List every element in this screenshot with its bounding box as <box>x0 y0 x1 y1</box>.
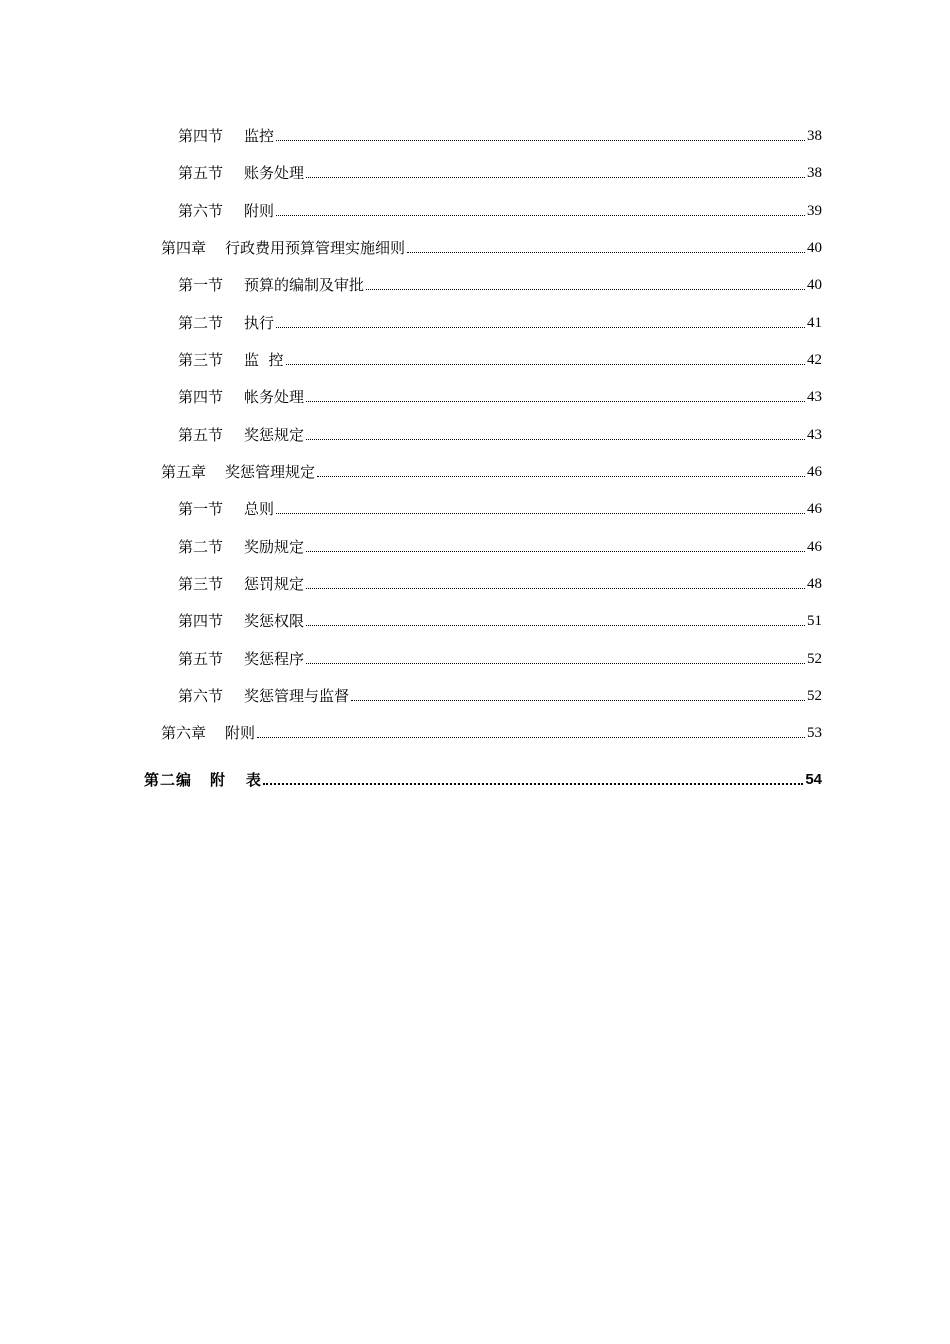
toc-entry-page: 40 <box>807 277 822 293</box>
toc-entry-title: 监控 <box>244 127 275 145</box>
toc-leader-dots <box>276 215 805 216</box>
toc-leader-dots <box>276 513 805 514</box>
toc-entry-number: 第三节 <box>178 575 224 593</box>
toc-entry-section[interactable] <box>178 607 822 631</box>
toc-entry-page: 48 <box>807 576 822 592</box>
toc-entry-title: 奖惩程序 <box>244 650 305 668</box>
toc-entry-title: 账务处理 <box>244 164 305 182</box>
toc-entry-page: 54 <box>805 771 822 788</box>
toc-entry-title: 惩罚规定 <box>244 575 305 593</box>
toc-entry-page: 40 <box>807 240 822 256</box>
toc-entry-title: 帐务处理 <box>244 388 305 406</box>
toc-entry-number: 第一节 <box>178 276 224 294</box>
toc-entry-title: 奖励规定 <box>244 538 305 556</box>
toc-entry-title: 奖惩规定 <box>244 426 305 444</box>
toc-entry-page: 46 <box>807 501 822 517</box>
toc-entry-page: 52 <box>807 651 822 667</box>
toc-entry-section[interactable] <box>178 122 822 146</box>
toc-entry-number: 第二节 <box>178 314 224 332</box>
toc-entry-section[interactable] <box>178 309 822 333</box>
toc-leader-dots <box>306 439 805 440</box>
toc-leader-dots <box>263 783 803 785</box>
toc-entry-title: 奖惩管理规定 <box>225 463 316 481</box>
toc-entry-number: 第五节 <box>178 426 224 444</box>
toc-entry-page: 46 <box>807 464 822 480</box>
toc-entry-page: 42 <box>807 352 822 368</box>
toc-leader-dots <box>366 289 805 290</box>
toc-entry-number: 第四章 <box>161 239 207 257</box>
toc-entry-number: 第六节 <box>178 202 224 220</box>
toc-leader-dots <box>306 588 805 589</box>
toc-entry-title: 奖惩管理与监督 <box>244 687 350 705</box>
toc-entry-title: 预算的编制及审批 <box>244 276 365 294</box>
toc-entry-page: 38 <box>807 128 822 144</box>
toc-entry-number: 第四节 <box>178 612 224 630</box>
toc-entry-chapter[interactable] <box>161 719 822 743</box>
toc-entry-section[interactable] <box>178 682 822 706</box>
toc-leader-dots <box>286 364 805 365</box>
toc-leader-dots <box>306 551 805 552</box>
toc-leader-dots <box>306 625 805 626</box>
toc-entry-title: 附则 <box>225 724 256 742</box>
toc-entry-page: 53 <box>807 725 822 741</box>
toc-entry-page: 41 <box>807 315 822 331</box>
toc-leader-dots <box>351 700 805 701</box>
toc-leader-dots <box>276 327 805 328</box>
toc-entry-chapter[interactable] <box>161 458 822 482</box>
toc-entry-section[interactable] <box>178 645 822 669</box>
toc-entry-number: 第三节 <box>178 351 224 369</box>
toc-entry-page: 39 <box>807 203 822 219</box>
toc-entry-page: 43 <box>807 389 822 405</box>
toc-entry-number: 第二编 <box>144 771 193 789</box>
toc-entry-part[interactable] <box>144 766 822 790</box>
toc-entry-page: 51 <box>807 613 822 629</box>
toc-entry-number: 第五章 <box>161 463 207 481</box>
toc-entry-title: 监 控 <box>244 351 284 369</box>
toc-entry-section[interactable] <box>178 271 822 295</box>
toc-entry-page: 38 <box>807 165 822 181</box>
toc-leader-dots <box>407 252 805 253</box>
toc-leader-dots <box>306 663 805 664</box>
toc-entry-section[interactable] <box>178 159 822 183</box>
toc-leader-dots <box>276 140 805 141</box>
toc-entry-number: 第四节 <box>178 388 224 406</box>
toc-entry-page: 52 <box>807 688 822 704</box>
toc-entry-section[interactable] <box>178 533 822 557</box>
toc-leader-dots <box>306 401 805 402</box>
toc-entry-section[interactable] <box>178 495 822 519</box>
toc-entry-section[interactable] <box>178 346 822 370</box>
toc-entry-title: 附 表 <box>210 771 261 789</box>
toc-leader-dots <box>306 177 805 178</box>
toc-entry-number: 第六节 <box>178 687 224 705</box>
toc-entry-section[interactable] <box>178 383 822 407</box>
toc-leader-dots <box>317 476 805 477</box>
toc-entry-chapter[interactable] <box>161 234 822 258</box>
toc-entry-number: 第五节 <box>178 164 224 182</box>
toc-entry-title: 奖惩权限 <box>244 612 305 630</box>
toc-entry-section[interactable] <box>178 421 822 445</box>
toc-entry-number: 第六章 <box>161 724 207 742</box>
toc-entry-title: 行政费用预算管理实施细则 <box>225 239 406 257</box>
toc-leader-dots <box>257 737 805 738</box>
toc-entry-section[interactable] <box>178 197 822 221</box>
toc-entry-number: 第二节 <box>178 538 224 556</box>
toc-entry-page: 46 <box>807 539 822 555</box>
toc-entry-title: 附则 <box>244 202 275 220</box>
toc-entry-number: 第五节 <box>178 650 224 668</box>
toc-entry-title: 总则 <box>244 500 275 518</box>
toc-entry-page: 43 <box>807 427 822 443</box>
toc-entry-title: 执行 <box>244 314 275 332</box>
toc-entry-number: 第四节 <box>178 127 224 145</box>
toc-entry-section[interactable] <box>178 570 822 594</box>
toc-entry-number: 第一节 <box>178 500 224 518</box>
